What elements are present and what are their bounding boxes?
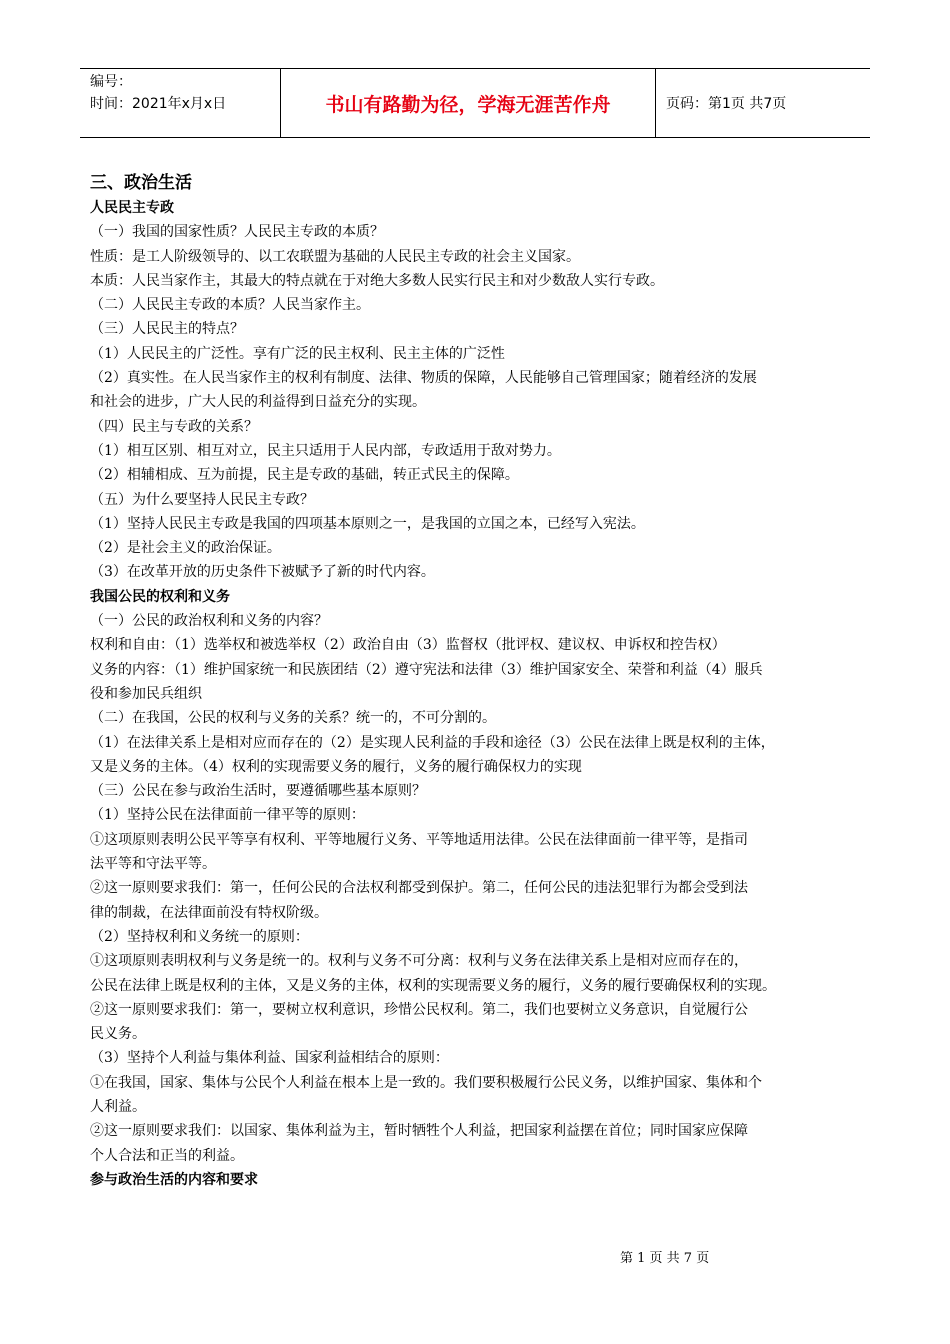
text-line: （2）是社会主义的政治保证。 — [90, 540, 281, 557]
text-line: （三）公民在参与政治生活时，要遵循哪些基本原则？ — [90, 783, 426, 800]
text-line: （三）人民民主的特点？ — [90, 321, 244, 338]
text-line: ②这一原则要求我们：第一，任何公民的合法权利都受到保护。第二，任何公民的违法犯罪行为都会受到法 — [90, 880, 748, 897]
text-line: （3）坚持个人利益与集体利益、国家利益相结合的原则： — [90, 1050, 449, 1067]
text-line: （四）民主与专政的关系？ — [90, 418, 258, 435]
subheading: 参与政治生活的内容和要求 — [90, 1171, 258, 1188]
text-line: （2）相辅相成、互为前提，民主是专政的基础，转正式民主的保障。 — [90, 467, 519, 484]
text-line: （1）坚持人民民主专政是我国的四项基本原则之一，是我国的立国之本，已经写入宪法。 — [90, 515, 645, 532]
text-line: 法平等和守法平等。 — [90, 856, 216, 873]
text-line: （五）为什么要坚持人民民主专政？ — [90, 491, 314, 508]
text-line: ①这项原则表明权利与义务是统一的。权利与义务不可分离：权利与义务在法律关系上是相对应而存在的， — [90, 953, 748, 970]
text-line: 又是义务的主体。（4）权利的实现需要义务的履行，义务的履行确保权力的实现 — [90, 758, 582, 775]
section-title: 三、政治生活 — [90, 173, 192, 193]
text-line: （1）相互区别、相互对立，民主只适用于人民内部，专政适用于敌对势力。 — [90, 442, 561, 459]
text-line: 和社会的进步，广大人民的利益得到日益充分的实现。 — [90, 394, 426, 411]
text-line: 役和参加民兵组织 — [90, 685, 202, 702]
text-line: ②这一原则要求我们：以国家、集体利益为主，暂时牺牲个人利益，把国家利益摆在首位；同时国家应保障 — [90, 1123, 748, 1140]
text-line: ①在我国，国家、集体与公民个人利益在根本上是一致的。我们要积极履行公民义务，以维护国家、集体和个 — [90, 1074, 762, 1091]
time-label: 时间：2021年x月x日 — [90, 96, 227, 112]
subheading: 我国公民的权利和义务 — [90, 588, 230, 605]
text-line: （3）在改革开放的历史条件下被赋予了新的时代内容。 — [90, 564, 435, 581]
text-line: （2）坚持权利和义务统一的原则： — [90, 928, 309, 945]
text-line: 义务的内容：（1）维护国家统一和民族团结（2）遵守宪法和法律（3）维护国家安全、荣誉和利益（4）服兵 — [90, 661, 763, 678]
header-page-info: 页码：第1页 共7页 — [666, 96, 787, 112]
text-line: ①这项原则表明公民平等享有权利、平等地履行义务、平等地适用法律。公民在法律面前一律平等，是指司 — [90, 831, 748, 848]
text-line: （1）人民民主的广泛性。享有广泛的民主权利、民主主体的广泛性 — [90, 345, 505, 362]
text-line: 民义务。 — [90, 1026, 146, 1043]
document-blocks — [90, 196, 870, 1192]
text-line: （二）在我国，公民的权利与义务的关系？统一的，不可分割的。 — [90, 710, 496, 727]
number-label: 编号： — [90, 74, 132, 90]
text-line: 本质：人民当家作主，其最大的特点就在于对绝大多数人民实行民主和对少数敌人实行专政。 — [90, 272, 664, 289]
text-line: （1）在法律关系上是相对应而存在的（2）是实现人民利益的手段和途径（3）公民在法律上既是权利的主体， — [90, 734, 775, 751]
subheading: 人民民主专政 — [90, 200, 174, 216]
text-line: 个人合法和正当的利益。 — [90, 1147, 244, 1164]
text-line: ②这一原则要求我们：第一，要树立权利意识，珍惜公民权利。第二，我们也要树立义务意识，自觉履行公 — [90, 1001, 748, 1018]
page-header — [80, 68, 870, 138]
text-line: 权利和自由：（1）选举权和被选举权（2）政治自由（3）监督权（批评权、建议权、申诉权和控告权） — [90, 637, 726, 654]
text-line: 律的制裁，在法律面前没有特权阶级。 — [90, 904, 328, 921]
text-line: （1）坚持公民在法律面前一律平等的原则： — [90, 807, 365, 824]
text-line: 性质：是工人阶级领导的、以工农联盟为基础的人民民主专政的社会主义国家。 — [90, 248, 580, 265]
text-line: 公民在法律上既是权利的主体，又是义务的主体，权利的实现需要义务的履行，义务的履行要确保权利的实现。 — [90, 977, 776, 994]
document-body — [90, 170, 870, 1192]
text-line: 人利益。 — [90, 1098, 146, 1115]
footer-page-number: 第 1 页 共 7 页 — [620, 1251, 710, 1266]
text-line: （一）我国的国家性质？人民民主专政的本质？ — [90, 224, 384, 241]
text-line: （2）真实性。在人民当家作主的权利有制度、法律、物质的保障，人民能够自己管理国家；随着经济的发展 — [90, 370, 757, 387]
header-motto: 书山有路勤为径，学海无涯苦作舟 — [281, 69, 656, 137]
header-meta — [80, 69, 281, 137]
text-line: （一）公民的政治权利和义务的内容？ — [90, 613, 328, 630]
text-line: （二）人民民主专政的本质？人民当家作主。 — [90, 297, 370, 314]
